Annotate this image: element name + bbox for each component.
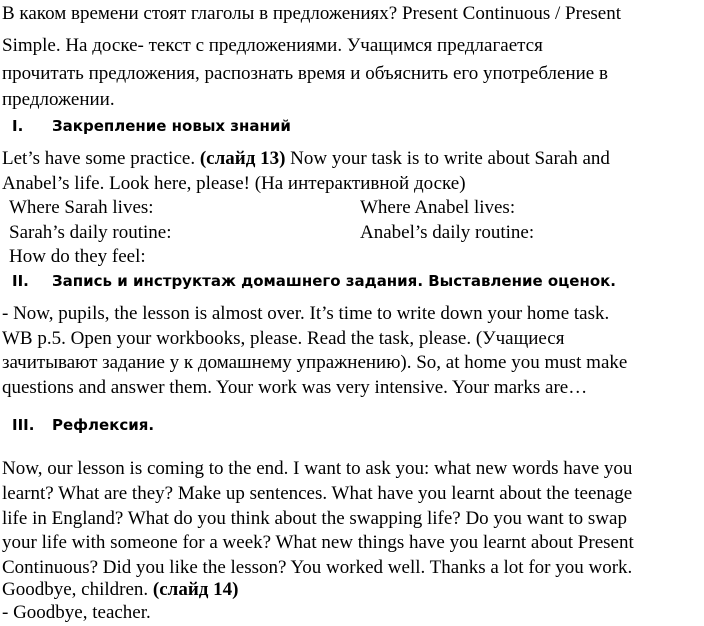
section-3-line-3: life in England? What do you think about the swapping life? Do you want to swap [2,508,627,529]
section-3-line-4: your life with someone for a week? What new things have you learnt about Present [2,532,634,553]
section-2-line-4: questions and answer them. Your work was very intensive. Your marks are… [2,377,588,398]
section-1-title: Закрепление новых знаний [52,117,291,135]
section-2-number: II. [12,272,29,290]
table-cell-where-anabel: Where Anabel lives: [360,197,516,218]
section-2-line-3: зачитывают задание у к домашнему упражнению). So, at home you must make [2,352,628,373]
intro-line-4: предложении. [2,89,115,110]
section-1-heading [12,115,291,137]
section-3-line-7: - Goodbye, teacher. [2,602,151,623]
table-cell-how-feel: How do they feel: [9,246,146,267]
section-2-line-2: WB p.5. Open your workbooks, please. Read the task, please. (Учащиеся [2,328,565,349]
section-1-line-1 [2,147,610,171]
section-3-title: Рефлексия. [52,416,155,434]
table-cell-anabel-routine: Anabel’s daily routine: [360,222,535,243]
slide-13-reference: (слайд 13) [199,148,286,169]
section-3-heading [12,414,154,436]
section-2-title: Запись и инструктаж домашнего задания. Выставление оценок. [52,272,617,290]
section-3-line-2: learnt? What are they? Make up sentences. What have you learnt about the teenage [2,483,633,504]
section-3-number: III. [12,416,35,434]
intro-line-3: прочитать предложения, распознать время и объяснить его употребление в [2,63,608,84]
section-1-line-1-rest: Now your task is to write about Sarah and [285,148,610,169]
section-1-line-2: Anabel’s life. Look here, please! (На интерактивной доске) [2,173,466,194]
section-3-line-1: Now, our lesson is coming to the end. I want to ask you: what new words have you [2,458,633,479]
section-3-line-6 [2,578,238,602]
section-3-line-5: Continuous? Did you like the lesson? You worked well. Thanks a lot for you work. [2,557,633,578]
section-1-line-1-text: Let’s have some practice. [2,148,200,169]
goodbye-children-text: Goodbye, children. [2,579,153,600]
table-cell-where-sarah: Where Sarah lives: [9,197,154,218]
section-2-line-1: - Now, pupils, the lesson is almost over. It’s time to write down your home task. [2,303,610,324]
intro-line-2: Simple. На доске- текст с предложениями. Учащимся предлагается [2,35,543,56]
section-1-number: I. [12,117,24,135]
section-2-heading [12,270,616,292]
table-cell-sarah-routine: Sarah’s daily routine: [9,222,172,243]
slide-14-reference: (слайд 14) [152,579,239,600]
intro-line-1: В каком времени стоят глаголы в предложениях? Present Continuous / Present [2,3,621,24]
